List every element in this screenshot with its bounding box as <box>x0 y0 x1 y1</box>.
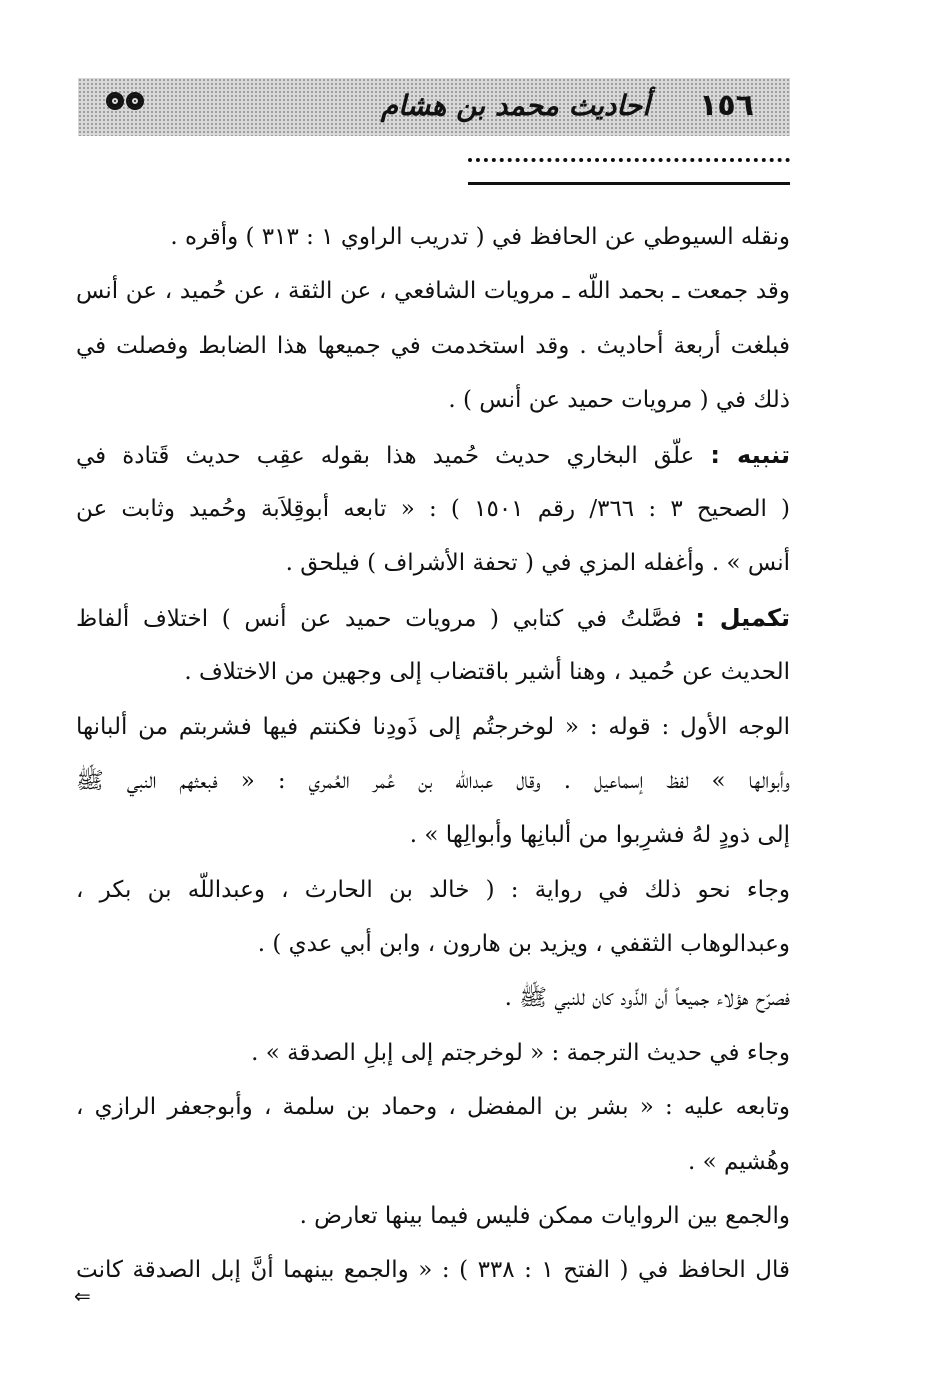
line-text: علّق البخاري حديث حُميد هذا بقوله عقِب حديث قَتادة في <box>76 442 711 469</box>
double-ring-ornament-icon <box>106 92 144 110</box>
line-text: ذلك في ( مرويات حميد عن أنس ) . <box>448 387 790 414</box>
text-line <box>76 1080 790 1134</box>
text-line <box>76 808 790 862</box>
line-text: ( الصحيح ٣ : ٣٦٦/ رقم ١٥٠١ ) : « تابعه أبوقِلاَبة وحُميد وثابت عن <box>76 495 790 522</box>
line-text: والجمع بين الروايات ممكن فليس فيما بينها تعارض . <box>299 1203 790 1230</box>
section-lead: تنبيه : <box>710 440 790 469</box>
text-line <box>76 917 790 971</box>
dotted-divider <box>468 158 790 162</box>
line-text: فصَّلتُ في كتابي ( مرويات حميد عن أنس ) اختلاف ألفاظ <box>76 605 696 632</box>
book-title: أحاديث محمد بن هشام <box>380 89 650 122</box>
text-line <box>76 591 790 645</box>
text-line <box>76 971 790 1025</box>
text-line <box>76 645 790 699</box>
line-text: وجاء نحو ذلك في رواية : ( خالد بن الحارث ، وعبداللّه بن بكر ، <box>76 876 790 903</box>
text-line <box>76 482 790 536</box>
text-line <box>76 754 790 808</box>
text-line <box>76 1135 790 1189</box>
text-line <box>76 428 790 482</box>
text-line <box>76 319 790 373</box>
ring-icon <box>126 92 144 110</box>
text-line <box>76 264 790 318</box>
running-header <box>78 78 790 136</box>
line-text: وعبدالوهاب الثقفي ، ويزيد بن هارون ، وابن أبي عدي ) . <box>257 931 790 958</box>
continue-arrow-icon: ⇐ <box>74 1284 91 1308</box>
line-text: قال الحافظ في ( الفتح ١ : ٣٣٨ ) : « والجمع بينهما أنَّ إبل الصدقة كانت <box>76 1257 790 1284</box>
ring-icon <box>106 92 124 110</box>
text-line <box>76 1189 790 1243</box>
text-line <box>76 1243 790 1297</box>
line-text: وهُشيم » . <box>687 1148 790 1175</box>
text-line <box>76 536 790 590</box>
line-text: إلى ذودٍ لهُ فشرِبوا من ألبانِها وأبوالِها » . <box>409 822 790 849</box>
text-line <box>76 210 790 264</box>
text-line <box>76 863 790 917</box>
section-lead: تكميل : <box>695 603 790 632</box>
line-text: ونقله السيوطي عن الحافظ في ( تدريب الراوي ١ : ٣١٣ ) وأقره . <box>170 224 790 250</box>
line-text: الحديث عن حُميد ، وهنا أشير باقتضاب إلى وجهين من الاختلاف . <box>184 659 790 686</box>
line-text: وتابعه عليه : « بشر بن المفضل ، وحماد بن سلمة ، وأبوجعفر الرازي ، <box>76 1094 790 1121</box>
text-line <box>76 700 790 754</box>
page-body <box>76 210 790 1298</box>
line-text: وأبوالها » لفظ إسماعيل . وقال عبداللّه بن عُمر العُمري : « فبعثهم النبي ﷺ <box>76 767 790 794</box>
line-text: الوجه الأول : قوله : « لوخرجتُم إلى ذَودِنا فكنتم فيها فشربتم من ألبانها <box>76 713 790 740</box>
line-text: فبلغت أربعة أحاديث . وقد استخدمت في جميعها هذا الضابط وفصلت في <box>76 332 790 359</box>
line-text: وقد جمعت ـ بحمد اللّه ـ مرويات الشافعي ، عن الثقة ، عن حُميد ، عن أنس <box>76 278 790 305</box>
line-text: وجاء في حديث الترجمة : « لوخرجتم إلى إبلِ الصدقة » . <box>251 1039 790 1066</box>
line-text: فصرّح هؤلاء جميعاً أن الذّود كان للنبي ﷺ . <box>504 985 790 1012</box>
page-number: ١٥٦ <box>699 88 754 123</box>
solid-divider <box>468 182 790 185</box>
text-line <box>76 373 790 427</box>
text-line <box>76 1026 790 1080</box>
line-text: أنس » . وأغفله المزي في ( تحفة الأشراف ) فيلحق . <box>285 550 790 577</box>
